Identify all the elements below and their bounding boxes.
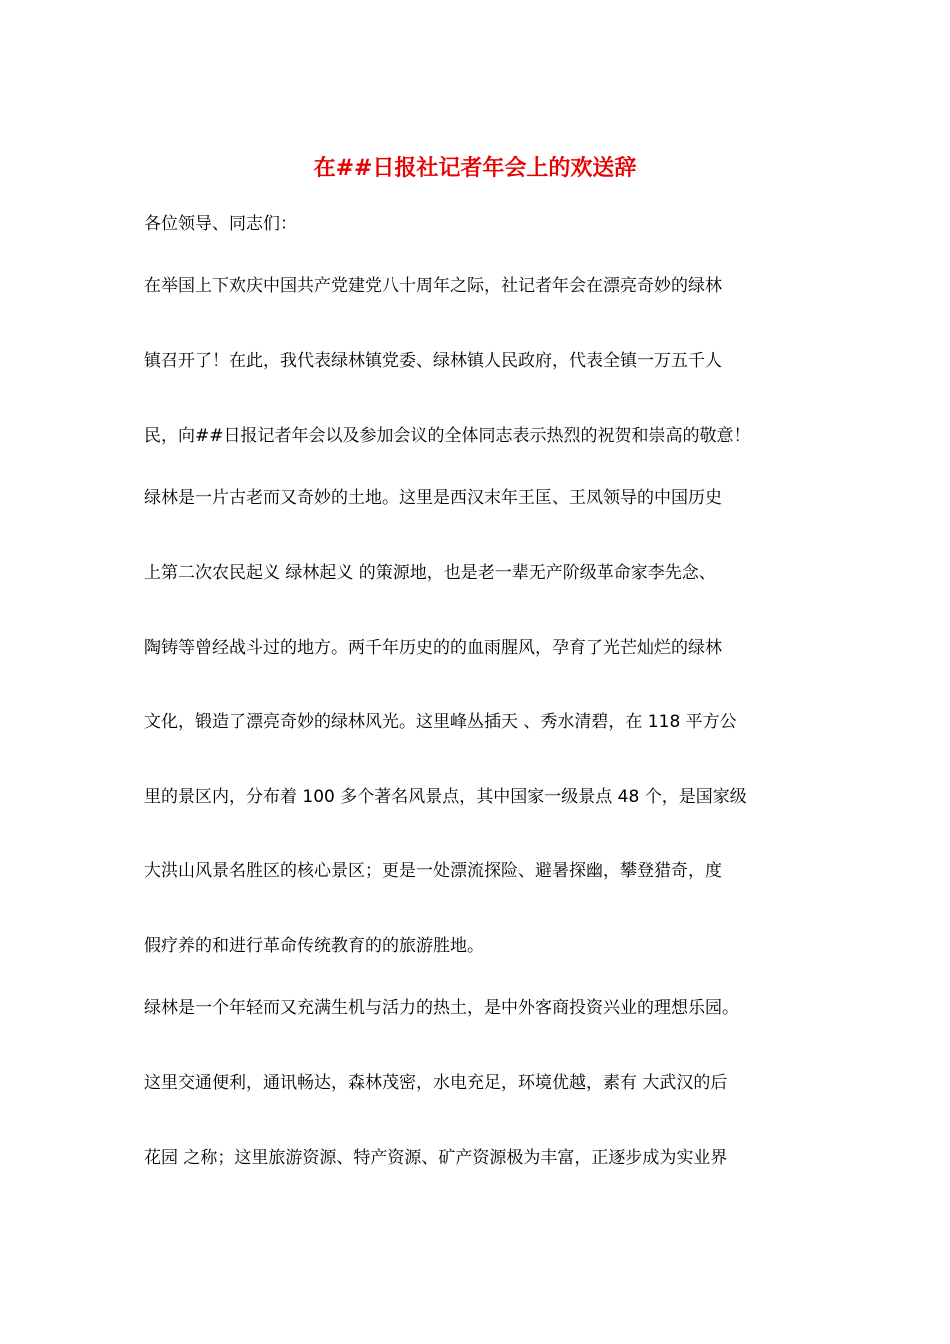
body-line: 民，向##日报记者年会以及参加会议的全体同志表示热烈的祝贺和崇高的敬意！ xyxy=(144,426,751,446)
body-line: 陶铸等曾经战斗过的地方。两千年历史的的血雨腥风，孕育了光芒灿烂的绿林 xyxy=(144,638,722,658)
body-line: 上第二次农民起义 绿林起义 的策源地，也是老一辈无产阶级革命家李先念、 xyxy=(144,563,716,583)
body-line: 里的景区内，分布着 100 多个著名风景点，其中国家一级景点 48 个，是国家级 xyxy=(144,787,747,807)
document-title: 在##日报社记者年会上的欢送辞 xyxy=(313,155,637,181)
body-line: 假疗养的和进行革命传统教育的的旅游胜地。 xyxy=(144,936,484,956)
body-line: 绿林是一片古老而又奇妙的土地。这里是西汉末年王匡、王凤领导的中国历史 xyxy=(144,488,722,508)
body-line: 大洪山风景名胜区的核心景区；更是一处漂流探险、避暑探幽，攀登猎奇，度 xyxy=(144,861,722,881)
body-line: 文化，锻造了漂亮奇妙的绿林风光。这里峰丛插天 、秀水清碧，在 118 平方公 xyxy=(144,712,737,732)
body-line: 花园 之称；这里旅游资源、特产资源、矿产资源极为丰富，正逐步成为实业界 xyxy=(144,1148,728,1168)
body-line: 这里交通便利，通讯畅达，森林茂密，水电充足，环境优越，素有 大武汉的后 xyxy=(144,1073,728,1093)
body-line: 在举国上下欢庆中国共产党建党八十周年之际，社记者年会在漂亮奇妙的绿林 xyxy=(144,276,722,296)
body-line: 镇召开了！在此，我代表绿林镇党委、绿林镇人民政府，代表全镇一万五千人 xyxy=(144,351,722,371)
body-line: 绿林是一个年轻而又充满生机与活力的热土，是中外客商投资兴业的理想乐园。 xyxy=(144,998,739,1018)
salutation: 各位领导、同志们： xyxy=(144,214,297,234)
